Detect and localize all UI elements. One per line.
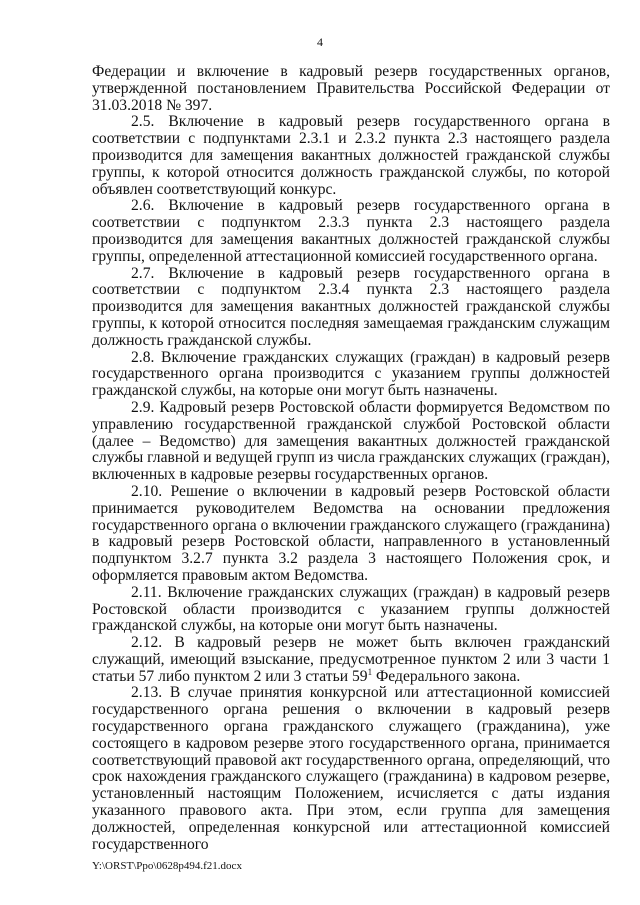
paragraph-2-6: 2.6. Включение в кадровый резерв государственного органа в соответствии с подпунктом 2.3.3 пункта 2.3 настоящего раздела производится для замещения вакантных должностей гражданской службы группы, определенной аттестационной комиссией государственного органа. [92,197,610,265]
paragraph-2-8: 2.8. Включение гражданских служащих (граждан) в кадровый резерв государственного органа производится с указанием группы должностей гражданской службы, на которые они могут быть назначены. [92,348,610,400]
document-body [92,64,610,853]
paragraph-2-12 [92,635,610,685]
paragraph-2-12-end: Федерального закона. [372,667,521,685]
paragraph-2-10: 2.10. Решение о включении в кадровый резерв Ростовской области принимается руководителем Ведомства на основании предложения государственного органа о включении гражданского служащего (гражданина) в кадровый резерв Ростовской области, направленного в установленный подпунктом 3.2.7 пункта 3.2 раздела 3 настоящего Положения срок, и оформляется правовым актом Ведомства. [92,482,610,584]
superscript: 1 [367,666,373,677]
page-number: 4 [317,35,323,49]
paragraph-continuation: Федерации и включение в кадровый резерв государственных органов, утвержденной постановлением Правительства Российской Федерации от 31.03.2018 № 397. [92,63,610,114]
paragraph-2-11: 2.11. Включение гражданских служащих (граждан) в кадровый резерв Ростовской области производится с указанием группы должностей гражданской службы, на которые они могут быть назначены. [92,583,610,635]
paragraph-2-13: 2.13. В случае принятия конкурсной или аттестационной комиссией государственного органа решения о включении в кадровый резерв государственного органа гражданского служащего (гражданина), уже состоящего в кадровом резерве этого государственного органа, принимается соответствующий правовой акт государственного органа, определяющий, что срок нахождения гражданского служащего (гражданина) в кадровом резерве, установленный настоящим Положением, исчисляется с даты издания указанного правового акта. При этом, если группа для замещения должностей, определенная конкурсной или аттестационной комиссией государственного [92,684,610,853]
file-path-footer: Y:\ORST\Ppo\0628p494.f21.docx [92,860,242,872]
paragraph-2-9: 2.9. Кадровый резерв Ростовской области формируется Ведомством по управлению государственной гражданской службой Ростовской области (далее – Ведомство) для замещения вакантных должностей гражданской службы главной и ведущей групп из числа гражданских служащих (граждан), включенных в кадровые резервы государственных органов. [92,398,610,484]
paragraph-2-5: 2.5. Включение в кадровый резерв государственного органа в соответствии с подпунктами 2.3.1 и 2.3.2 пункта 2.3 настоящего раздела производится для замещения вакантных должностей гражданской службы группы, к которой относится должность гражданской службы, по которой объявлен соответствующий конкурс. [92,113,610,198]
paragraph-2-12-text: 2.12. В кадровый резерв не может быть включен гражданский служащий, имеющий взыскание, предусмотренное пунктом 2 или 3 части 1 статьи 57 либо пунктом 2 или 3 статьи 59 [92,634,610,685]
paragraph-2-7: 2.7. Включение в кадровый резерв государственного органа в соответствии с подпунктом 2.3.4 пункта 2.3 настоящего раздела производится для замещения вакантных должностей гражданской службы группы, к которой относится последняя замещаемая гражданским служащим должность гражданской службы. [92,264,610,349]
